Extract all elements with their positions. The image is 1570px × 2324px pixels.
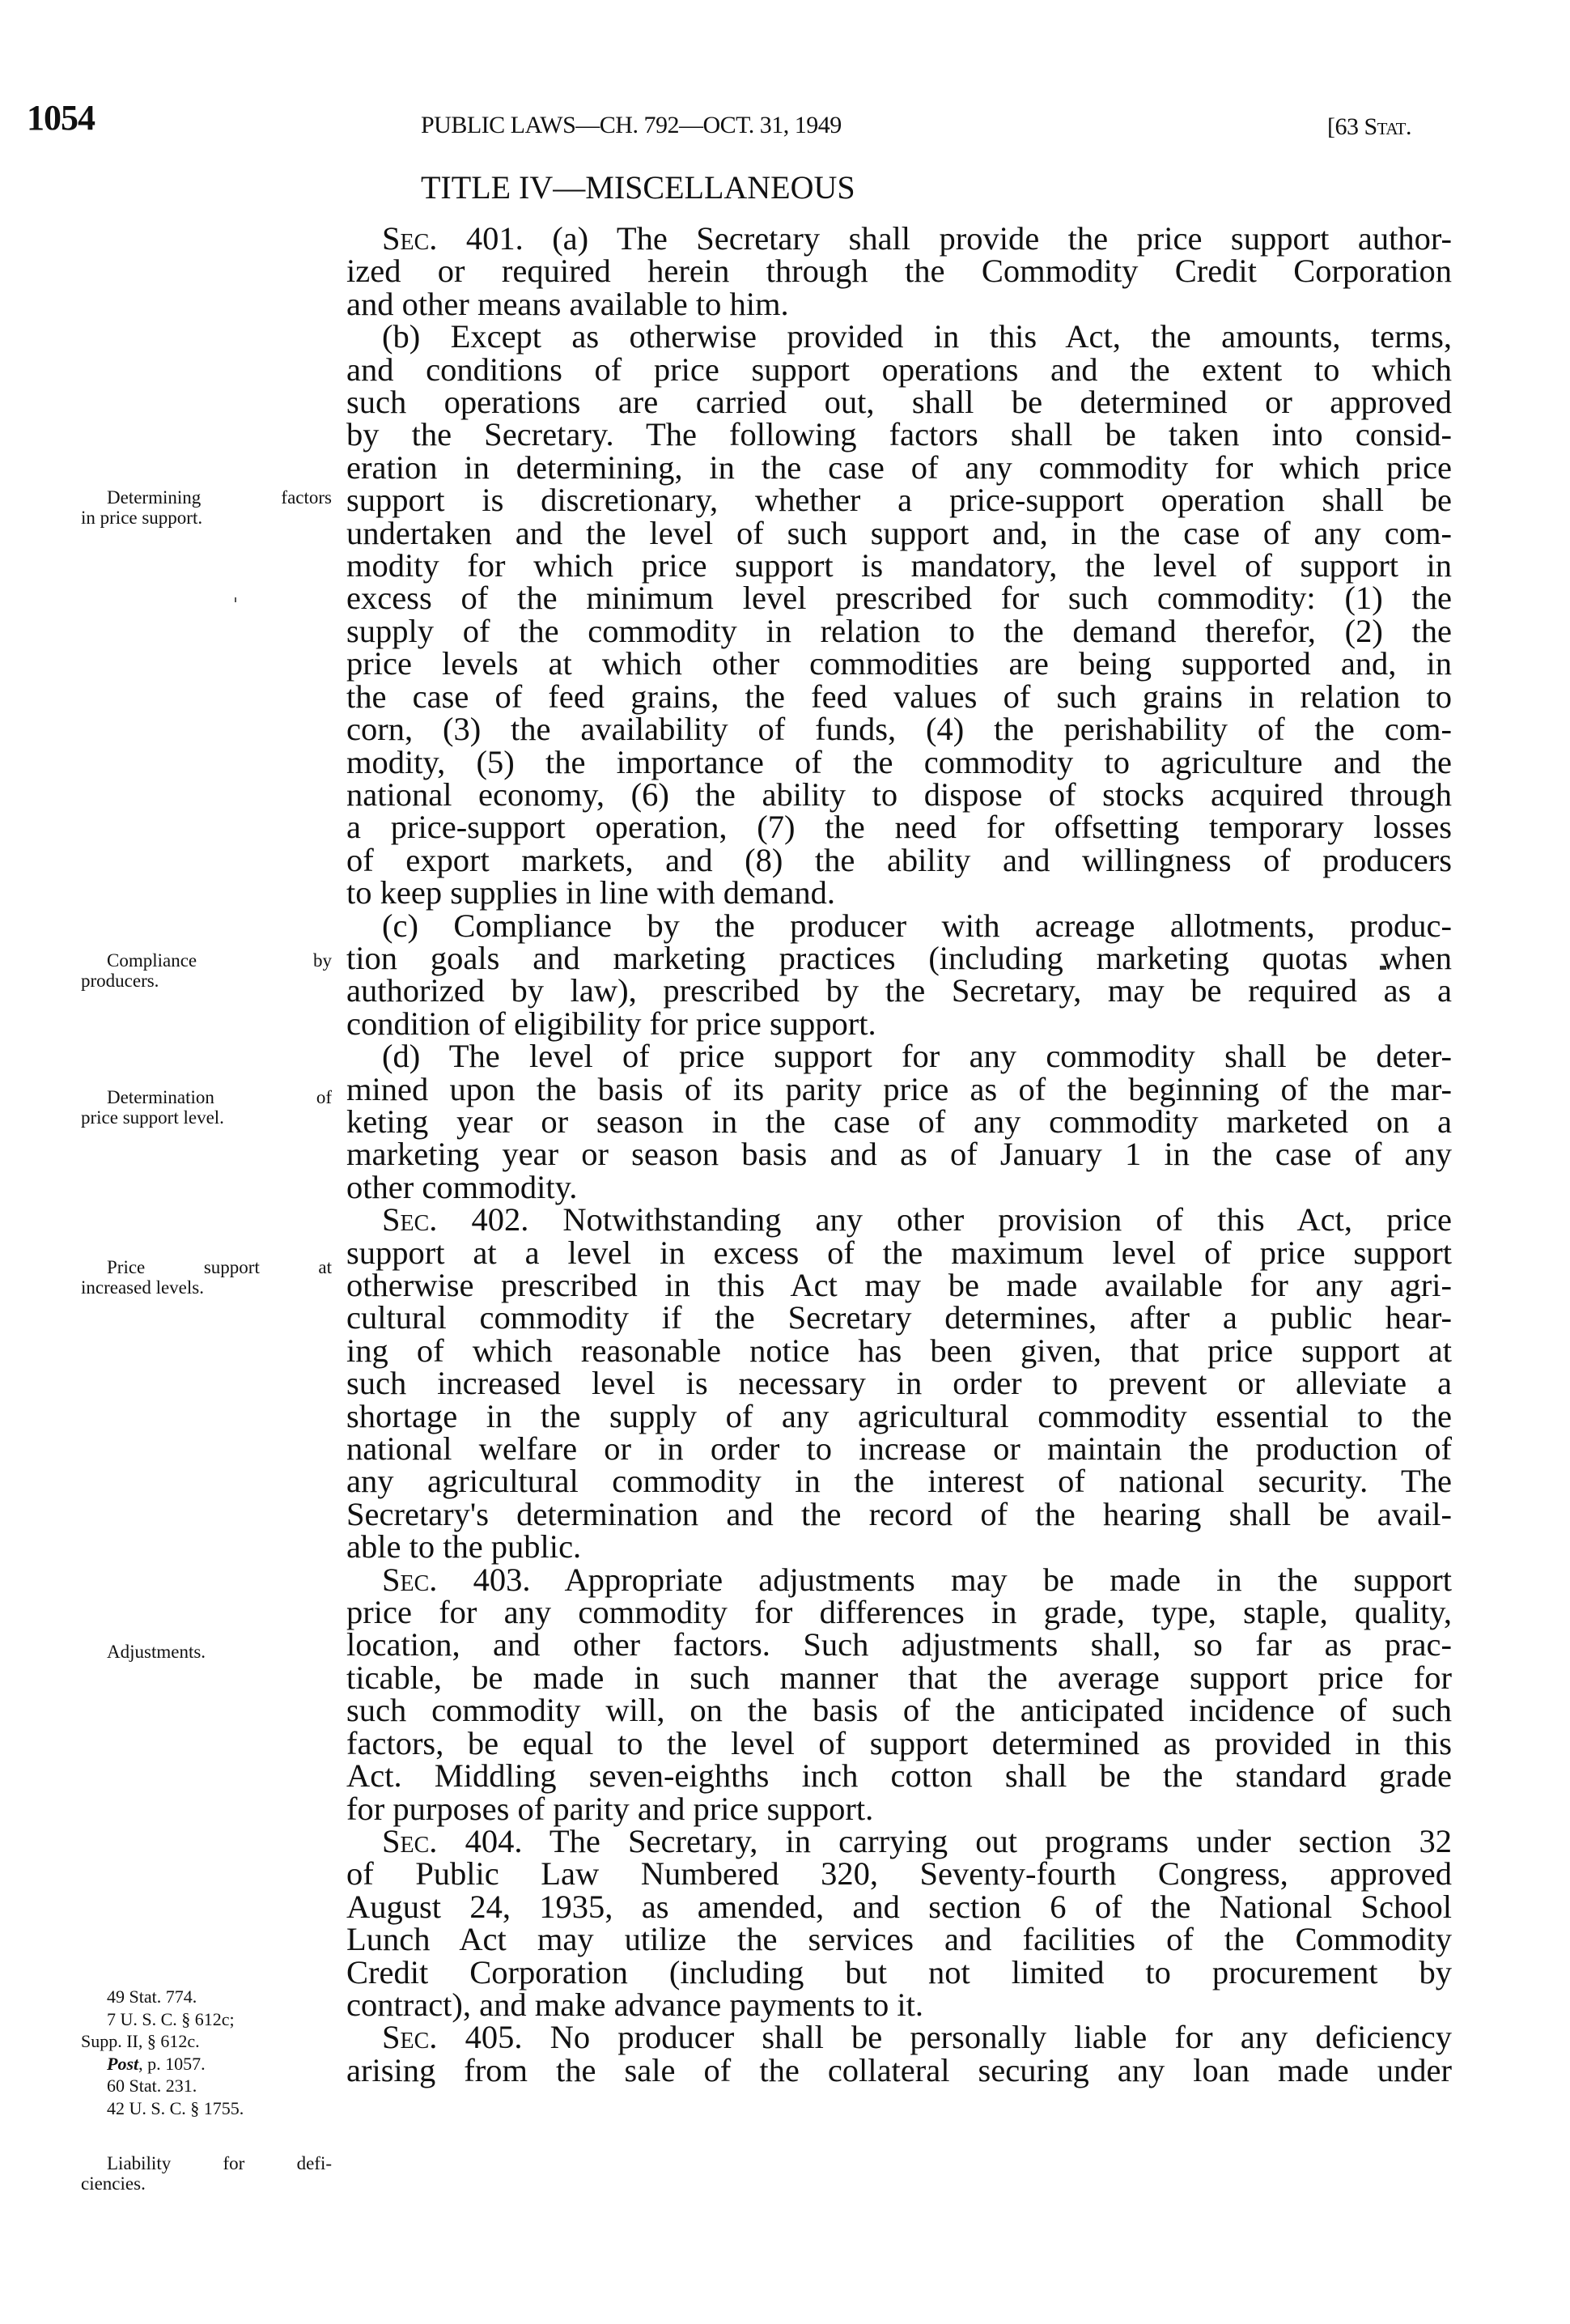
text-line: Sec. 405. No producer shall be personally liable for any deficiency — [382, 2019, 1452, 2056]
statute-reference — [1327, 113, 1411, 141]
text-line: price for any commodity for differences in grade, type, staple, quality, — [346, 1594, 1452, 1631]
section-402 — [346, 1201, 1453, 1566]
text-line: excess of the minimum level prescribed for such commodity: (1) the — [346, 580, 1452, 617]
citation-notes — [81, 1986, 332, 2119]
margin-note-line: increased levels. — [81, 1277, 204, 1298]
stat-volume: [63 — [1327, 113, 1364, 140]
section-404 — [346, 1822, 1452, 2023]
text-line: price levels at which other commodities are being supported and, in — [346, 645, 1452, 682]
section-label: Sec. 402. — [382, 1201, 529, 1238]
text-line: tion goals and marketing practices (including marketing quotas when — [346, 939, 1452, 976]
text-line: the case of feed grains, the feed values of such grains in relation to — [346, 678, 1452, 715]
text-line: authorized by law), prescribed by the Secretary, may be required as a — [346, 972, 1452, 1009]
margin-note-line: Determination of — [107, 1087, 332, 1107]
citation-line: 49 Stat. 774. — [107, 1986, 197, 2007]
text-line: undertaken and the level of such support and, in the case of any com- — [346, 514, 1452, 551]
text-line: national welfare or in order to increase or maintain the production of — [346, 1430, 1452, 1468]
text-line: of Public Law Numbered 320, Seventy-fourth Congress, approved — [346, 1855, 1452, 1893]
section-401-d — [346, 1040, 1452, 1204]
text-line: of export markets, and (8) the ability and willingness of producers — [346, 841, 1452, 878]
text-line: support at a level in excess of the maximum level of price support — [346, 1234, 1452, 1271]
text-line: support is discretionary, whether a price-support operation shall be — [346, 482, 1452, 519]
margin-note-line: in price support. — [81, 508, 203, 528]
text-line: to keep supplies in line with demand. — [346, 874, 836, 911]
text-line: Sec. 401. (a) The Secretary shall provide the price support author- — [382, 220, 1453, 257]
text-line: factors, be equal to the level of support determined as provided in this — [346, 1724, 1452, 1761]
text-line: able to the public. — [346, 1528, 582, 1566]
text-line: (b) Except as otherwise provided in this Act, the amounts, terms, — [382, 318, 1452, 355]
text-line: ing of which reasonable notice has been given, that price support at — [346, 1332, 1452, 1369]
text-line: (c) Compliance by the producer with acreage allotments, produc- — [382, 907, 1452, 944]
margin-note-line: Liability for defi- — [107, 2153, 332, 2173]
text-line: contract), and make advance payments to it. — [346, 1986, 923, 2023]
text-line: corn, (3) the availability of funds, (4) the perishability of the com- — [346, 711, 1452, 748]
text-line: Act. Middling seven-eighths inch cotton shall be the standard grade — [346, 1757, 1452, 1795]
text-line: Sec. 404. The Secretary, in carrying out programs under section 32 — [382, 1822, 1452, 1859]
margin-note-adjustments — [81, 1642, 332, 1662]
margin-note-line: price support level. — [81, 1107, 224, 1128]
margin-note-line: Price support at — [107, 1257, 332, 1277]
text-line: supply of the commodity in relation to the demand therefor, (2) the — [346, 612, 1452, 649]
title-heading: TITLE IV—MISCELLANEOUS — [421, 169, 855, 206]
citation-line: Supp. II, § 612c. — [81, 2031, 200, 2051]
text-line: Sec. 402. Notwithstanding any other provision of this Act, price — [382, 1201, 1453, 1238]
text-line: Lunch Act may utilize the services and facilities of the Commodity — [346, 1921, 1452, 1958]
scan-speck — [235, 597, 236, 602]
text-line: national economy, (6) the ability to dispose of stocks acquired through — [346, 775, 1452, 813]
text-line: any agricultural commodity in the interest of national security. The — [346, 1463, 1452, 1500]
margin-note-line: producers. — [81, 971, 159, 991]
citation-line — [81, 2053, 332, 2075]
stat-abbrev: Stat. — [1364, 113, 1411, 140]
text-line: Credit Corporation (including but not limited to procurement by — [346, 1953, 1452, 1990]
text-line: Sec. 403. Appropriate adjustments may be made in the support — [382, 1561, 1452, 1598]
text-line: ized or required herein through the Commodity Credit Corporation — [346, 253, 1452, 290]
text-line: marketing year or season basis and as of January 1 in the case of any — [346, 1136, 1452, 1173]
margin-note-line: ciencies. — [81, 2173, 146, 2194]
citation-post-italic: Post — [107, 2053, 139, 2074]
margin-note-line: Adjustments. — [107, 1642, 206, 1662]
text-line: and conditions of price support operations and the extent to which — [346, 351, 1452, 388]
citation-line: 7 U. S. C. § 612c; — [107, 2008, 235, 2029]
text-line: for purposes of parity and price support. — [346, 1790, 874, 1827]
citation-post-page: , p. 1057. — [138, 2053, 206, 2074]
text-line: a price-support operation, (7) the need for offsetting temporary losses — [346, 809, 1452, 846]
text-line: (d) The level of price support for any commodity shall be deter- — [382, 1038, 1452, 1075]
text-line: Secretary's determination and the record of the hearing shall be avail- — [346, 1495, 1452, 1532]
text-line: ticable, be made in such manner that the average support price for — [346, 1659, 1452, 1696]
margin-note-line: Compliance by — [107, 950, 332, 971]
text-line: cultural commodity if the Secretary determines, after a public hear- — [346, 1299, 1452, 1336]
text-line: mined upon the basis of its parity price as of the beginning of the mar- — [346, 1070, 1452, 1107]
text-line: August 24, 1935, as amended, and section 6 of the National School — [346, 1888, 1452, 1925]
margin-note-increased-levels — [81, 1257, 332, 1298]
text-line: and other means available to him. — [346, 285, 789, 322]
text-line: arising from the sale of the collateral securing any loan made under — [346, 2051, 1452, 2088]
margin-note-determination-level — [81, 1087, 332, 1128]
margin-note-compliance — [81, 950, 332, 991]
text-line: modity, (5) the importance of the commodity to agriculture and the — [346, 743, 1452, 780]
text-line: other commodity. — [346, 1168, 578, 1205]
section-401-c — [346, 907, 1452, 1042]
body-text — [346, 220, 1453, 2088]
running-head: PUBLIC LAWS—CH. 792—OCT. 31, 1949 — [421, 112, 842, 138]
page-number: 1054 — [27, 98, 95, 138]
text-line: condition of eligibility for price support. — [346, 1005, 876, 1042]
section-label: Sec. 405. — [382, 2019, 523, 2056]
text-line: location, and other factors. Such adjustments shall, so far as prac- — [346, 1626, 1452, 1663]
section-401-b — [346, 318, 1452, 911]
text-line: eration in determining, in the case of any commodity for which price — [346, 448, 1452, 486]
section-label: Sec. 401. — [382, 220, 524, 257]
margin-note-line: Determining factors — [107, 487, 332, 508]
text-line: such commodity will, on the basis of the anticipated incidence of such — [346, 1692, 1452, 1729]
section-label: Sec. 404. — [382, 1822, 523, 1859]
text-line: otherwise prescribed in this Act may be made available for any agri- — [346, 1267, 1452, 1303]
section-405 — [346, 2021, 1452, 2087]
text-line: keting year or season in the case of any commodity marketed on a — [346, 1103, 1452, 1140]
section-401-a — [346, 220, 1453, 322]
text-line: modity for which price support is mandatory, the level of support in — [346, 547, 1452, 584]
section-label: Sec. 403. — [382, 1561, 531, 1598]
margin-note-determining-factors — [81, 487, 332, 528]
margin-note-liability — [81, 2153, 332, 2194]
section-403 — [346, 1561, 1452, 1827]
citation-line: 42 U. S. C. § 1755. — [107, 2097, 244, 2118]
text-line: such operations are carried out, shall be determined or approved — [346, 384, 1452, 421]
text-line: such increased level is necessary in order to prevent or alleviate a — [346, 1365, 1452, 1402]
text-line: by the Secretary. The following factors shall be taken into consid- — [346, 416, 1452, 453]
citation-line: 60 Stat. 231. — [107, 2075, 197, 2096]
text-line: shortage in the supply of any agricultural commodity essential to the — [346, 1397, 1452, 1434]
